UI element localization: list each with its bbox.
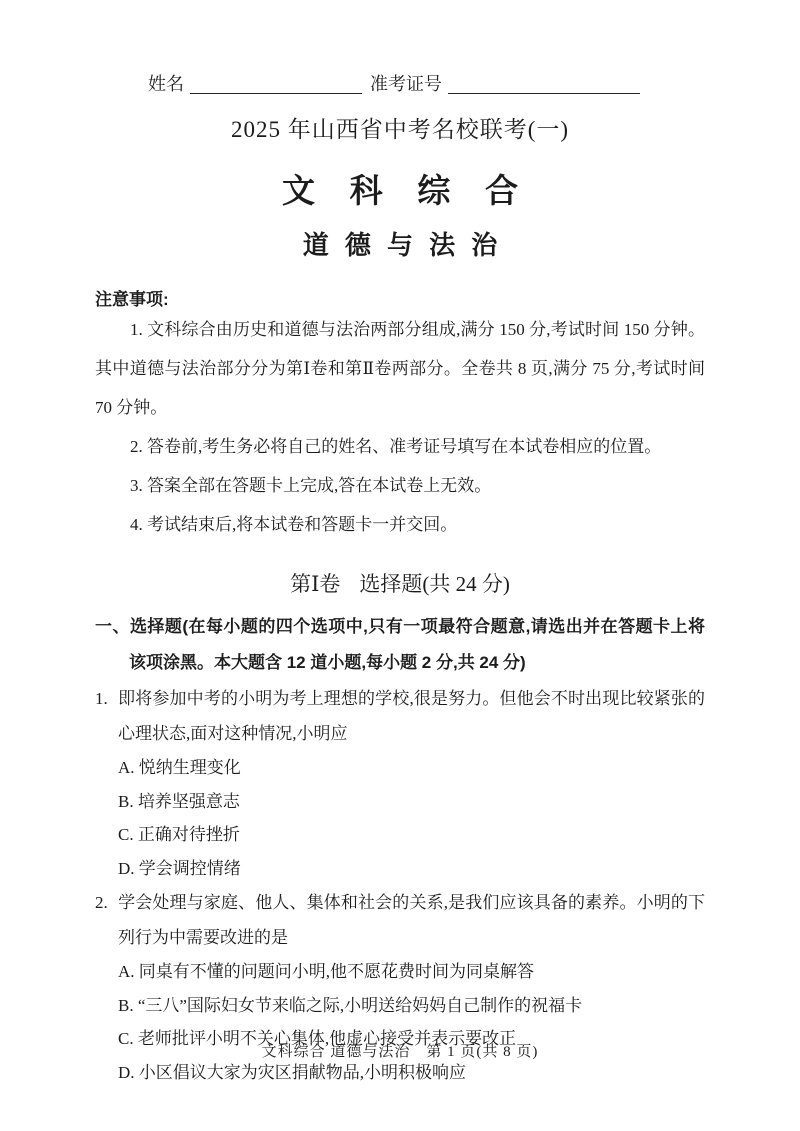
section-1-instructions: 一、选择题(在每小题的四个选项中,只有一项最符合题意,请选出并在答题卡上将该项涂黑。本大题含 12 道小题,每小题 2 分,共 24 分): [95, 617, 705, 672]
notice-item-4: 4. 考试结束后,将本试卷和答题卡一并交回。: [130, 515, 458, 534]
candidate-info-row: [148, 72, 705, 96]
question-2-option-a: A. 同桌有不懂的问题问小明,他不愿花费时间为同桌解答: [118, 962, 535, 981]
question-2-stem: 学会处理与家庭、他人、集体和社会的关系,是我们应该具备的素养。小明的下列行为中需要改进的是: [118, 893, 705, 947]
question-1: [95, 681, 705, 885]
question-1-stem: 即将参加中考的小明为考上理想的学校,很是努力。但他会不时出现比较紧张的心理状态,面对这种情况,小明应: [118, 689, 705, 743]
question-2-option-c: C. 老师批评小明不关心集体,他虚心接受并表示要改正: [118, 1029, 517, 1048]
notice-item-1: 1. 文科综合由历史和道德与法治两部分组成,满分 150 分,考试时间 150 分钟。其中道德与法治部分分为第Ⅰ卷和第Ⅱ卷两部分。全卷共 8 页,满分 75 分,考试时间 70 分钟。: [95, 320, 705, 417]
section-1-name: 选择题(共 24 分): [359, 572, 510, 596]
name-blank-line: [190, 70, 362, 94]
admission-number-label: 准考证号: [370, 74, 442, 94]
name-label: 姓名: [148, 74, 184, 94]
question-1-option-b: B. 培养坚强意志: [118, 791, 240, 811]
subject-title: 文科综合: [282, 172, 553, 209]
section-1-volume: 第Ⅰ卷: [290, 572, 341, 596]
question-1-option-d: D. 学会调控情绪: [118, 858, 241, 878]
question-2-number: 2.: [95, 893, 108, 912]
section-1-title: [95, 568, 705, 598]
question-1-option-c: C. 正确对待挫折: [118, 825, 240, 844]
notice-item-2: 2. 答卷前,考生务必将自己的姓名、准考证号填写在本试卷相应的位置。: [130, 437, 662, 456]
question-2-option-d: D. 小区倡议大家为灾区捐献物品,小明积极响应: [118, 1062, 467, 1082]
paper-title: 道德与法治: [302, 230, 514, 260]
page-footer: 文科综合 道德与法治 第 1 页(共 8 页): [261, 1044, 539, 1060]
notice-section: [95, 285, 705, 544]
question-1-option-a: A. 悦纳生理变化: [118, 758, 241, 777]
question-2-stem-row: [95, 885, 705, 955]
question-1-number: 1.: [95, 689, 108, 708]
notice-item-3: 3. 答案全部在答题卡上完成,答在本试卷上无效。: [130, 476, 492, 495]
question-1-stem-row: [95, 681, 705, 751]
notice-heading: 注意事项:: [95, 290, 169, 309]
question-2-option-b: B. “三八”国际妇女节来临之际,小明送给妈妈自己制作的祝福卡: [118, 995, 583, 1015]
admission-number-blank-line: [448, 70, 640, 94]
exam-title: 2025 年山西省中考名校联考(一): [230, 117, 570, 142]
